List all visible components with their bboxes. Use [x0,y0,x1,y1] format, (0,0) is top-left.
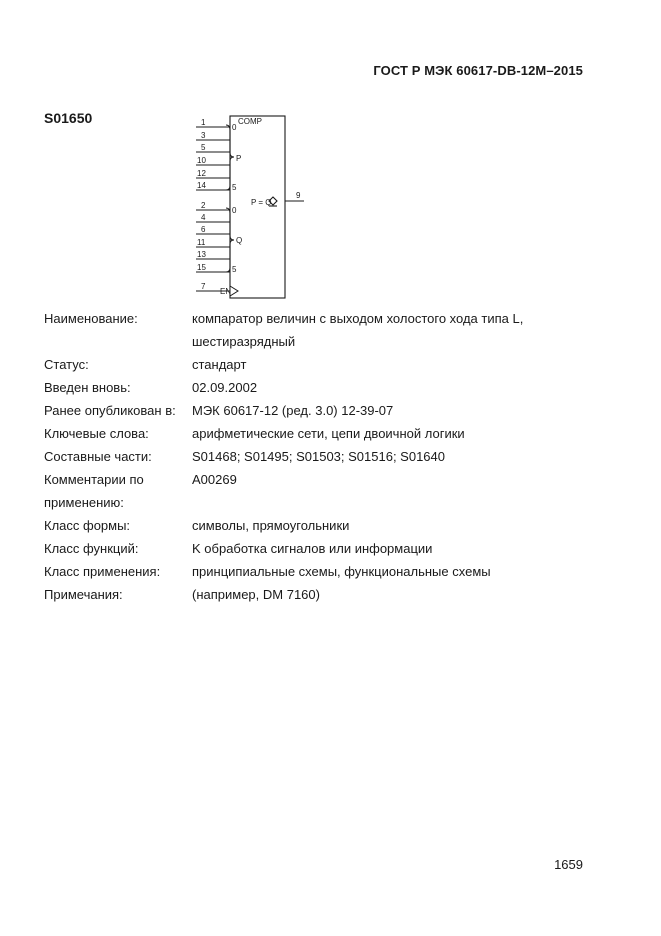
pin-p-5: 14 [197,181,206,190]
pin-p-4: 12 [197,169,206,178]
property-label: Класс формы: [44,518,131,533]
property-value: K обработка сигналов или информации [192,541,433,556]
property-value: 02.09.2002 [192,380,258,395]
pin-p-2: 5 [201,143,206,152]
q-bit-high: 5 [232,265,237,274]
pin-q-5: 15 [197,263,206,272]
property-row-components [44,445,604,468]
pin-q-1: 4 [201,213,206,222]
property-value: S01468; S01495; S01503; S01516; S01640 [192,449,445,464]
pin-p-1: 3 [201,131,206,140]
property-label: Статус: [44,357,89,372]
pin-enable: 7 [201,282,206,291]
property-label: Класс применения: [44,564,161,579]
property-row-function-class [44,537,604,560]
property-label: Ранее опубликован в: [44,403,176,418]
property-label: Наименование: [44,311,138,326]
property-label: Ключевые слова: [44,426,149,441]
property-value: МЭК 60617-12 (ред. 3.0) 12-39-07 [192,403,394,418]
property-label: Составные части: [44,449,152,464]
p-bit-low: 0 [232,123,237,132]
property-row-shape-class [44,514,604,537]
property-value: (например, DM 7160) [192,587,320,602]
property-value: принципиальные схемы, функциональные схемы [192,564,491,579]
property-row-status [44,353,604,376]
property-value: стандарт [192,357,247,372]
group-q-label: Q [236,236,243,245]
enable-triangle-icon [230,286,238,296]
pin-p-3: 10 [197,156,206,165]
property-label-line: Комментарии по [44,472,144,487]
property-value-line: компаратор величин с выходом холостого хода типа L, [192,311,524,326]
group-p-label: P [236,154,242,163]
property-value [192,307,604,353]
property-label [44,468,192,514]
property-value: арифметические сети, цепи двоичной логики [192,426,465,441]
pin-q-0: 2 [201,201,206,210]
q-bit-low: 0 [232,206,237,215]
property-row-application-class [44,560,604,583]
property-row-name [44,307,604,353]
property-row-application-comments [44,468,604,514]
property-row-introduced [44,376,604,399]
property-label-line: применению: [44,495,124,510]
pin-q-2: 6 [201,225,206,234]
p-bit-high: 5 [232,183,237,192]
page-number: 1659 [554,857,583,872]
property-label: Введен вновь: [44,380,131,395]
property-row-keywords [44,422,604,445]
pin-p-0: 1 [201,118,206,127]
pin-q-4: 13 [197,250,206,259]
symbol-box [230,116,285,298]
function-label: COMP [238,117,262,126]
output-label: P = Q [251,198,272,207]
pin-output: 9 [296,191,301,200]
enable-label: EN [220,287,232,296]
property-row-previously-published [44,399,604,422]
property-label: Примечания: [44,587,123,602]
property-row-notes [44,583,604,606]
property-label: Класс функций: [44,541,139,556]
pin-q-3: 11 [197,238,206,247]
property-value: A00269 [192,472,237,487]
comparator-symbol-diagram [190,110,320,305]
property-value: символы, прямоугольники [192,518,350,533]
document-header: ГОСТ Р МЭК 60617-DB-12M–2015 [373,63,583,78]
properties-table [44,307,604,606]
property-value-line: шестиразрядный [192,334,296,349]
symbol-code: S01650 [44,110,93,126]
